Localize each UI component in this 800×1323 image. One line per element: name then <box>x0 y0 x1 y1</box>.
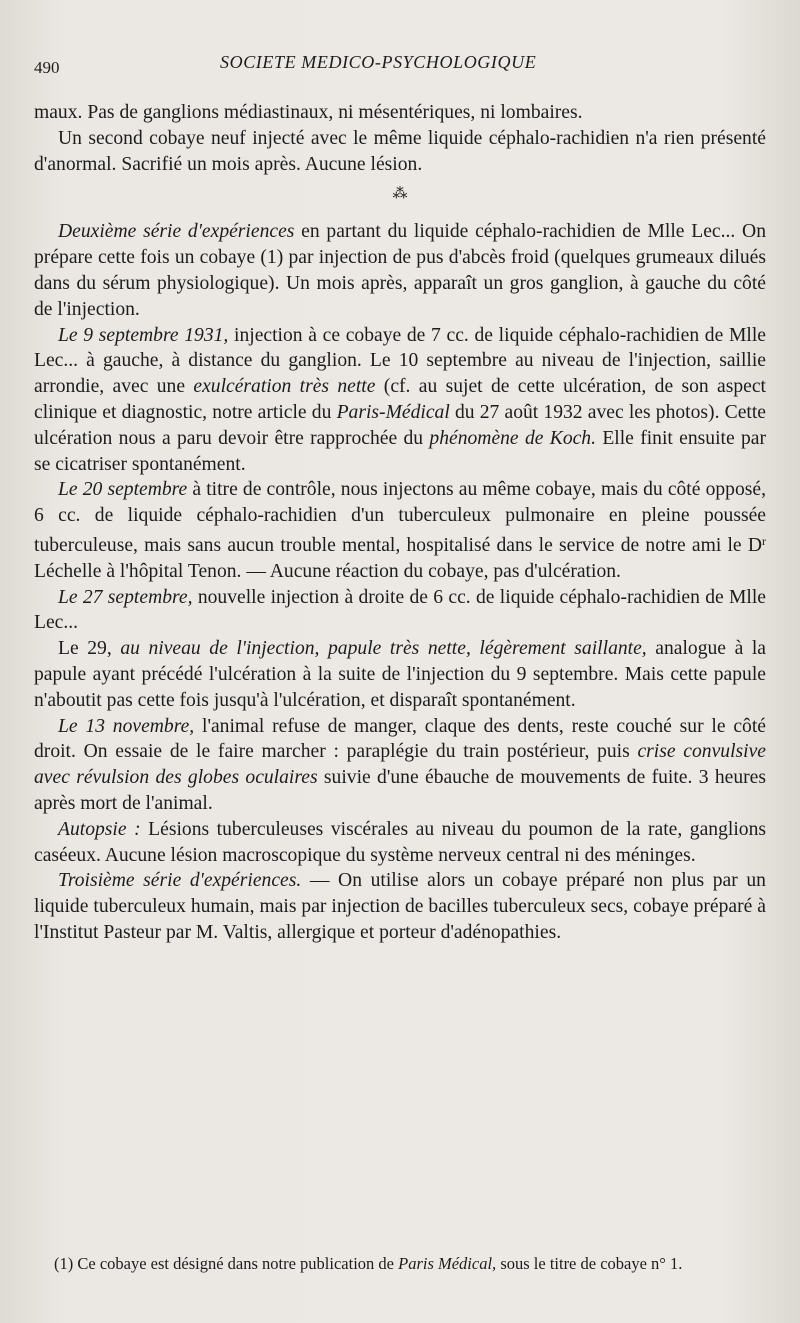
paragraph: Le 13 novembre, l'animal refuse de manger, claque des dents, reste couché sur le côté droit. On essaie de le faire marcher : paraplégie du train postérieur, puis crise convulsive avec révulsion des globes oculaires suivie d'une ébauche de mouvements de fuite. 3 heures après mort de l'animal. <box>34 715 766 814</box>
paragraph: Le 27 septembre, nouvelle injection à droite de 6 cc. de liquide céphalo-rachidien de Mlle Lec... <box>34 586 767 634</box>
paragraph: Le 29, au niveau de l'injection, papule très nette, légèrement saillante, analogue à la papule ayant précédé l'ulcération à la suite de l'injection du 9 septembre. Mais cette papule n'aboutit pas cette fois jusqu'à l'ulcération, et disparaît spontanément. <box>34 638 766 711</box>
section-separator: ⁂ <box>392 186 408 203</box>
paragraph: Autopsie : Lésions tuberculeuses viscérales au niveau du poumon de la rate, ganglions caséeux. Aucune lésion macroscopique du système nerveux central ni des méninges. <box>34 818 766 866</box>
paragraph: Le 20 septembre à titre de contrôle, nous injectons au même cobaye, mais du côté opposé, 6 cc. de liquide céphalo-rachidien d'un tuberculeux pulmonaire en pleine poussée tuberculeuse, mais sans aucun trouble mental, hospitalisé dans le service de notre ami le $D^r$ Léchelle à l'hôpital Tenon. — Aucune réaction du cobaye, pas d'ulcération. <box>34 479 766 582</box>
section-heading: Troisième série d'expériences. <box>58 870 302 892</box>
paragraph: Troisième série d'expériences. — On utilise alors un cobaye préparé non plus par un liquide tuberculeux humain, mais par injection de bacilles tuberculeux secs, cobaye préparé à l'Institut Pasteur par M. Valtis, allergique et porteur d'adénopathies. <box>34 870 766 943</box>
paragraph: maux. Pas de ganglions médiastinaux, ni mésentériques, ni lombaires. <box>34 102 583 123</box>
footnote: (1) Ce cobaye est désigné dans notre publication de Paris Médical, sous le titre de cobaye n° 1. <box>54 1254 683 1273</box>
paragraph: Le 9 septembre 1931, injection à ce cobaye de 7 cc. de liquide céphalo-rachidien de Mlle Lec... à gauche, à distance du ganglion. Le 10 septembre au niveau de l'injection, saillie arrondie, avec une exulcération très nette (cf. au sujet de cette ulcération, de son aspect clinique et diagnostic, notre article du Paris-Médical du 27 août 1932 avec les photos). Cette ulcération nous a paru devoir être rapprochée du phénomène de Koch. Elle finit ensuite par se cicatriser spontanément. <box>34 324 766 475</box>
paragraph: Un second cobaye neuf injecté avec le même liquide céphalo-rachidien n'a rien présenté d'anormal. Sacrifié un mois après. Aucune lésion. <box>34 127 766 175</box>
body-text <box>34 100 766 946</box>
page-number: 490 <box>34 58 60 77</box>
running-title: SOCIETE MEDICO-PSYCHOLOGIQUE <box>220 52 537 72</box>
section-heading: Deuxième série d'expériences <box>58 221 295 243</box>
paragraph: Deuxième série d'expériences en partant du liquide céphalo-rachidien de Mlle Lec... On prépare cette fois un cobaye (1) par injection de pus d'abcès froid (quelques grumeaux dilués dans du sérum physiologique). Un mois après, apparaît un gros ganglion, à gauche du côté de l'injection. <box>34 221 767 320</box>
page-header <box>34 52 734 82</box>
